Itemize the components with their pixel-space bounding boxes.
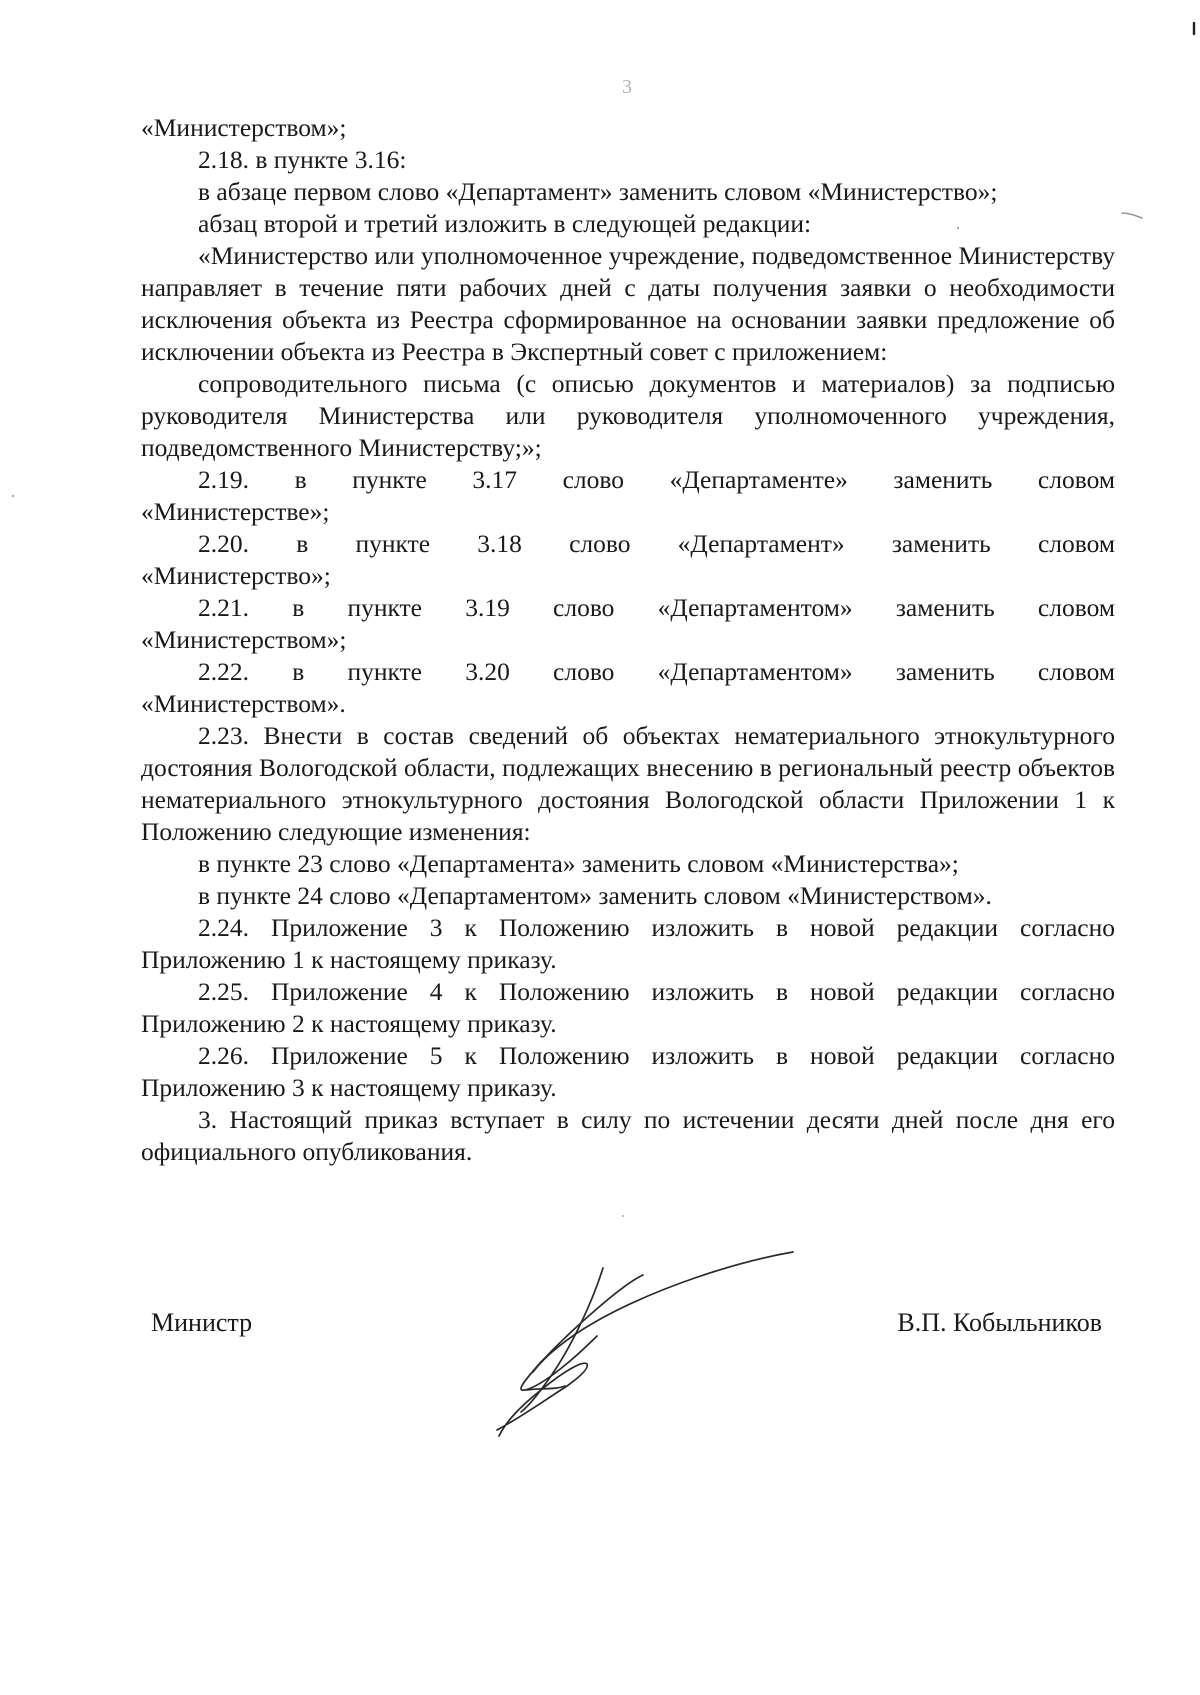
signatory-name: В.П. Кобыльников — [897, 1308, 1102, 1337]
scan-speck — [1120, 210, 1144, 220]
paragraph: в пункте 24 слово «Департаментом» заменить словом «Министерством». — [198, 881, 992, 910]
paragraph: 2.18. в пункте 3.16: — [198, 145, 407, 174]
paragraph: 2.24. Приложение 3 к Положению изложить в новой редакции согласно Приложению 1 к настоящему приказу. — [141, 913, 1115, 974]
signatory-title: Министр — [151, 1308, 253, 1337]
paragraph: 2.22. в пункте 3.20 слово «Департаментом» заменить словом «Министерством». — [141, 657, 1115, 718]
page-number: 3 — [622, 76, 632, 98]
paragraph: в абзаце первом слово «Департамент» заменить словом «Министерство»; — [198, 177, 998, 206]
paragraph: 3. Настоящий приказ вступает в силу по истечении десяти дней после дня его официального опубликования. — [141, 1105, 1115, 1166]
scan-speck — [955, 225, 961, 231]
paragraph: 2.20. в пункте 3.18 слово «Департамент» заменить словом «Министерство»; — [141, 529, 1115, 590]
scan-speck — [1190, 22, 1198, 36]
paragraph: «Министерство или уполномоченное учреждение, подведомственное Министерству направляет в течение пяти рабочих дней с даты получения заявки о необходимости исключения объекта из Реестра сформированное на основании заявки предложение об исключении объекта из Реестра в Экспертный совет с приложением: — [141, 241, 1115, 366]
paragraph: 2.19. в пункте 3.17 слово «Департаменте» заменить словом «Министерстве»; — [141, 465, 1115, 526]
paragraph: «Министерством»; — [141, 113, 347, 142]
document-body — [141, 112, 1115, 1168]
paragraph: в пункте 23 слово «Департамента» заменить словом «Министерства»; — [198, 849, 959, 878]
paragraph: абзац второй и третий изложить в следующей редакции: — [198, 209, 812, 238]
paragraph: сопроводительного письма (с описью документов и материалов) за подписью руководителя Министерства или руководителя уполномоченного учреждения, подведомственного Министерству;»; — [141, 369, 1115, 462]
paragraph: 2.25. Приложение 4 к Положению изложить в новой редакции согласно Приложению 2 к настоящему приказу. — [141, 977, 1115, 1038]
paragraph: 2.26. Приложение 5 к Положению изложить в новой редакции согласно Приложению 3 к настоящему приказу. — [141, 1041, 1115, 1102]
paragraph: 2.23. Внести в состав сведений об объектах нематериального этнокультурного достояния Вологодской области, подлежащих внесению в региональный реестр объектов нематериального этнокультурного достояния Вологодской области Приложении 1 к Положению следующие изменения: — [141, 721, 1115, 846]
handwritten-signature — [485, 1240, 805, 1440]
scan-speck — [620, 1213, 626, 1219]
scan-speck — [10, 493, 16, 499]
paragraph: 2.21. в пункте 3.19 слово «Департаментом» заменить словом «Министерством»; — [141, 593, 1115, 654]
